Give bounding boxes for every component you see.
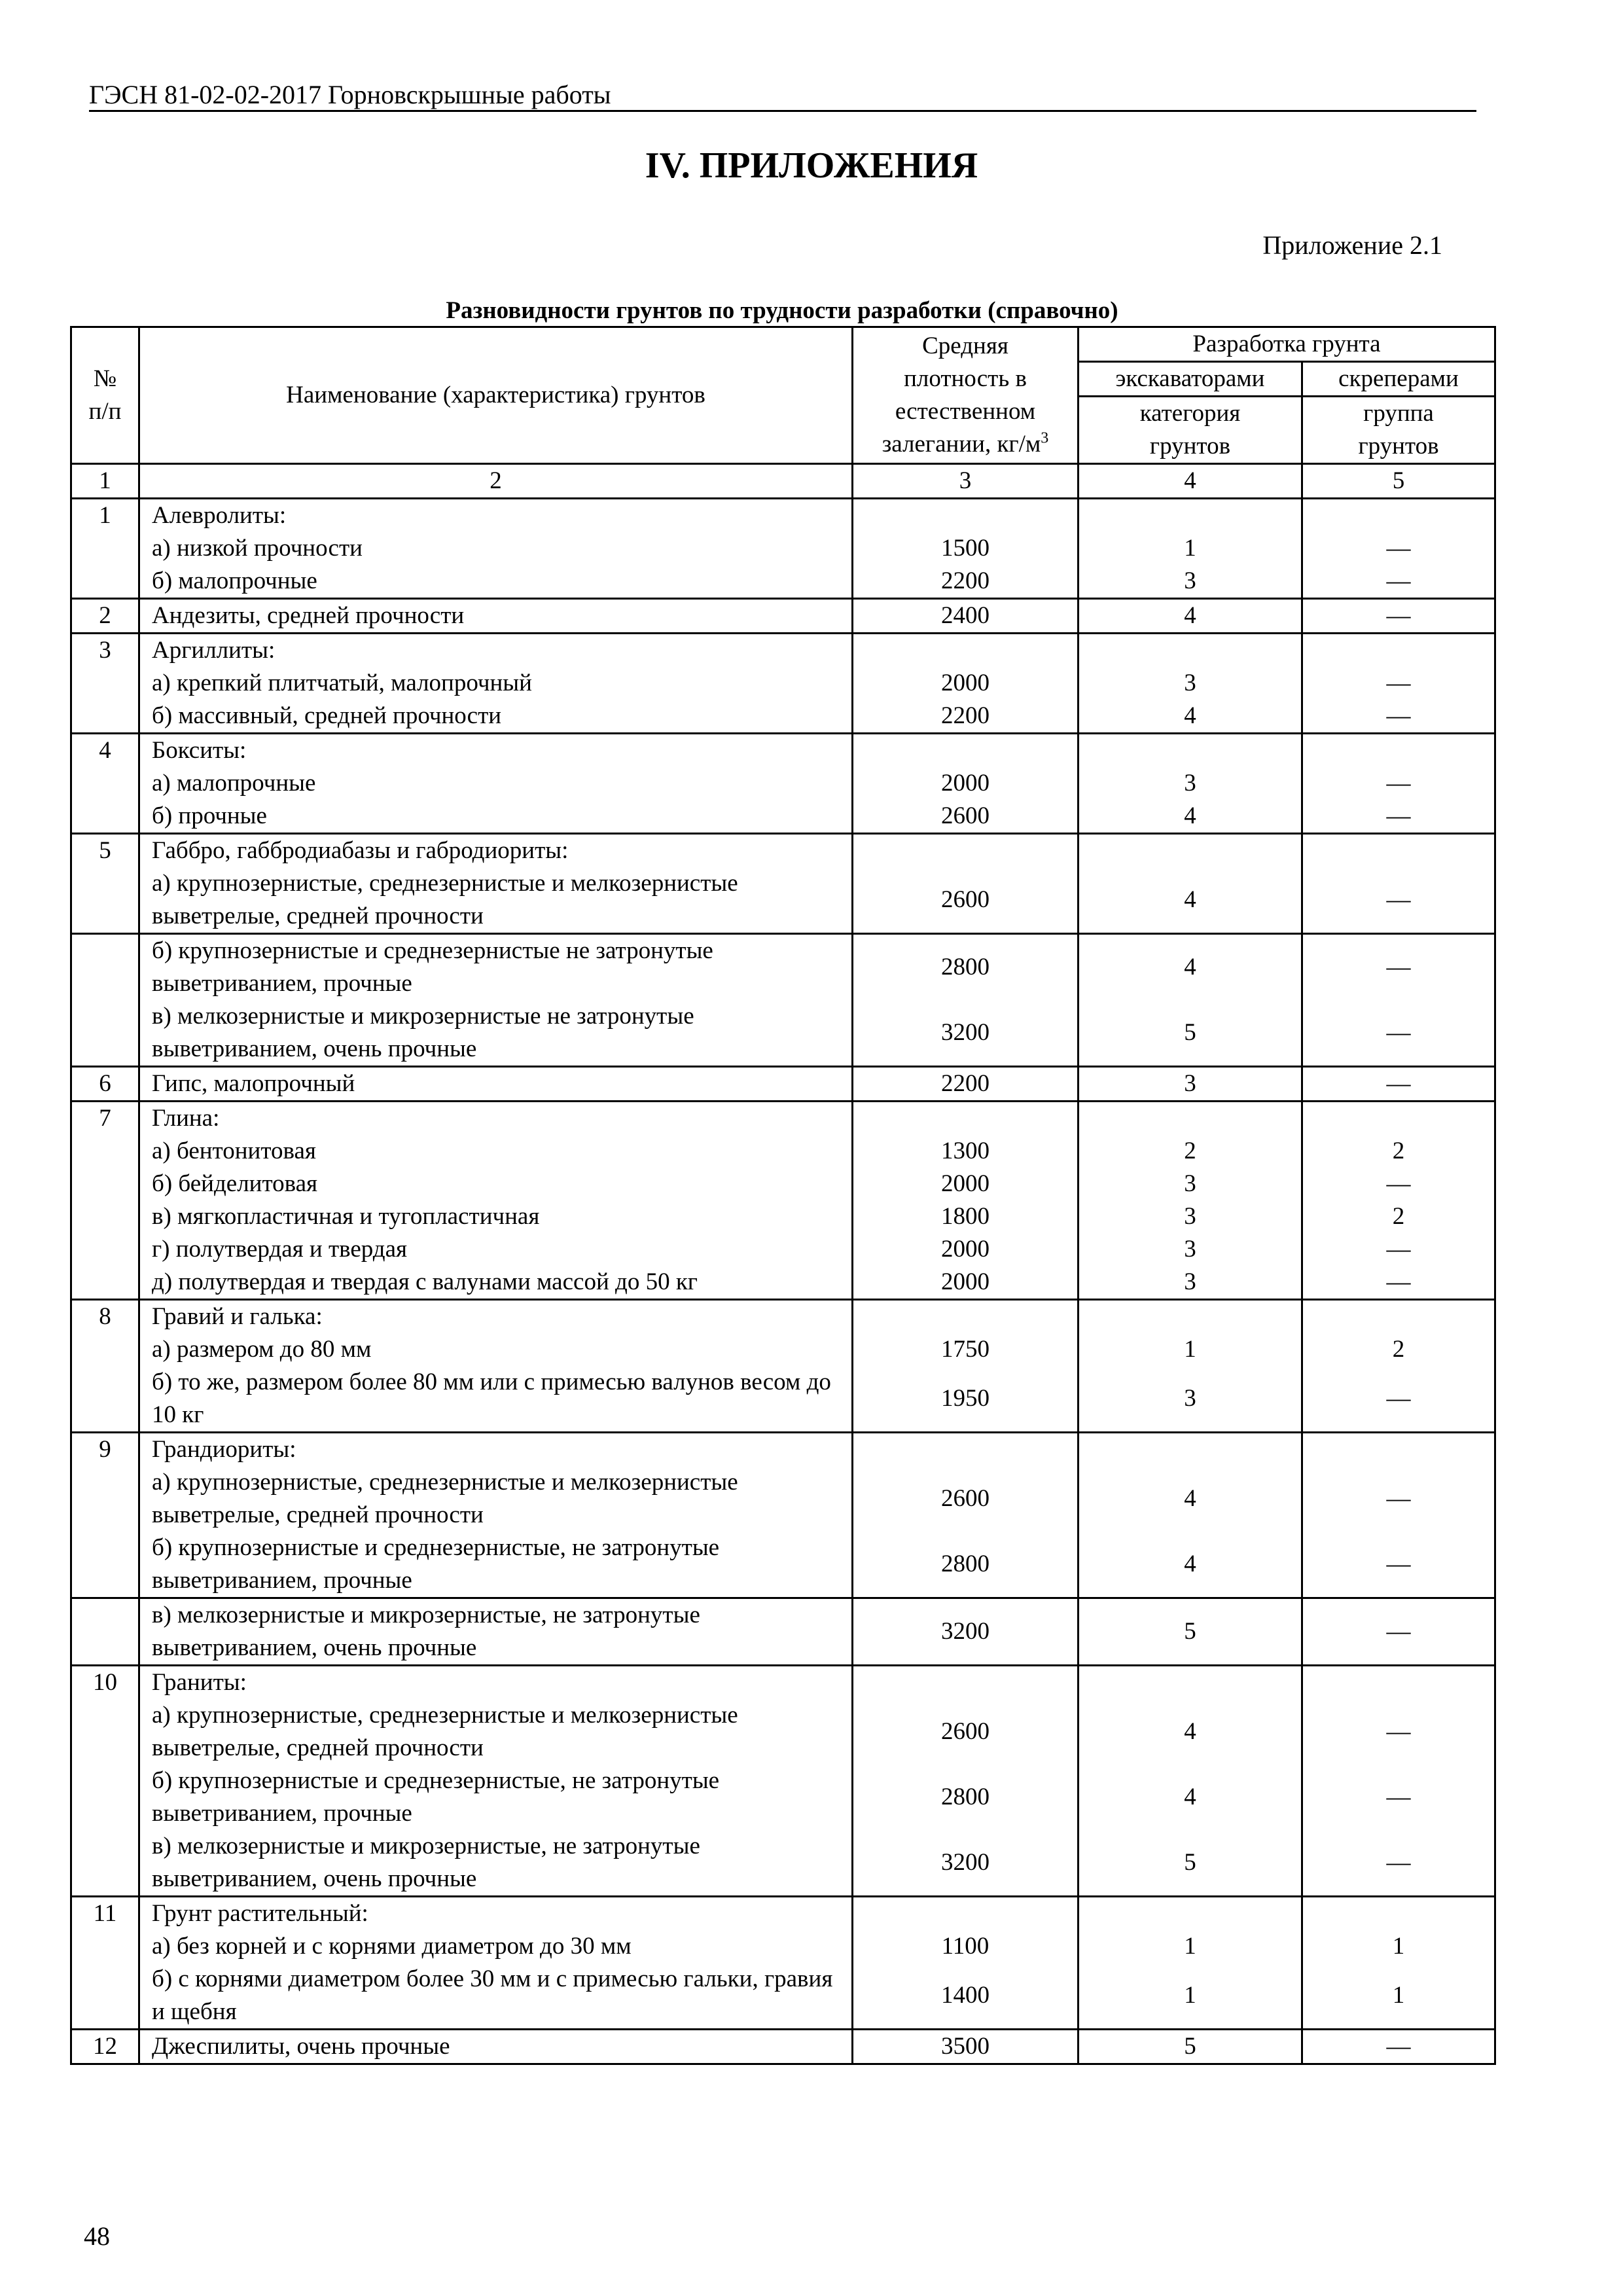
header-density-line: Средняя (922, 332, 1008, 359)
scraper-group-cell (1302, 1067, 1495, 1102)
density-value: 1500 (941, 535, 990, 562)
soil-name: б) крупнозернистые и среднезернистые не затронутые выветриванием, прочные (152, 937, 713, 997)
soil-name: Грунт растительный: (152, 1900, 368, 1927)
density-value-cell (853, 734, 1079, 834)
scraper-group-cell (1302, 599, 1495, 634)
soil-name: а) крепкий плитчатый, малопрочный (152, 670, 532, 696)
scraper-group-cell (1302, 1598, 1495, 1666)
soil-name-cell (139, 734, 853, 834)
soil-name: б) крупнозернистые и среднезернистые, не затронутые выветриванием, прочные (152, 1767, 720, 1827)
soil-name: Алевролиты: (152, 502, 287, 529)
excavator-category (1082, 1102, 1298, 1135)
density-value: 2800 (941, 1784, 990, 1810)
page-number: 48 (84, 2221, 110, 2251)
scraper-group (1306, 1300, 1491, 1333)
soil-name: Граниты: (152, 1669, 247, 1696)
density-value: 2000 (941, 770, 990, 797)
header-name: Наименование (характеристика) грунтов (139, 327, 853, 464)
density-value (856, 1897, 1075, 1930)
excavator-category (1082, 1300, 1298, 1333)
excavator-category (1082, 499, 1298, 532)
density-value: 2200 (941, 1070, 990, 1097)
excavator-category-cell (1079, 634, 1302, 734)
table-row (71, 599, 1495, 634)
soil-name: а) крупнозернистые, среднезернистые и мелкозернистые выветрелые, средней прочности (152, 870, 738, 929)
header-development: Разработка грунта (1079, 327, 1495, 362)
scraper-group (1306, 734, 1491, 767)
excavator-category-cell (1079, 499, 1302, 599)
scraper-group: — (1386, 1268, 1411, 1295)
excavator-category: 4 (1184, 954, 1196, 980)
excavator-category-cell (1079, 1666, 1302, 1897)
row-number (71, 934, 139, 1067)
soil-name: б) массивный, средней прочности (152, 702, 502, 729)
scraper-group-cell (1302, 1666, 1495, 1897)
header-excavators: экскаваторами (1079, 362, 1302, 397)
density-value-cell (853, 934, 1079, 1067)
soil-name: б) бейделитовая (152, 1170, 318, 1197)
soil-name: Аргиллиты: (152, 637, 276, 664)
excavator-category-cell (1079, 834, 1302, 934)
excavator-category: 3 (1184, 1236, 1196, 1263)
soil-name: в) мелкозернистые и микрозернистые, не затронутые выветриванием, очень прочные (152, 1602, 700, 1661)
scraper-group: — (1386, 1618, 1411, 1645)
scraper-group-cell (1302, 634, 1495, 734)
scraper-group: — (1386, 2033, 1411, 2060)
scraper-group-cell (1302, 834, 1495, 934)
soil-name: в) мелкозернистые и микрозернистые, не затронутые выветриванием, очень прочные (152, 1833, 700, 1892)
header-density-line: плотность в (904, 365, 1027, 392)
soil-name: Гравий и галька: (152, 1303, 323, 1330)
header-density-line: залегании, кг/м (882, 431, 1041, 457)
row-number: 3 (71, 634, 139, 734)
scraper-group: 1 (1392, 1933, 1405, 1960)
header-rule (89, 110, 1476, 112)
soil-name: б) прочные (152, 802, 267, 829)
excavator-category: 3 (1184, 770, 1196, 797)
header-excavators-category (1079, 397, 1302, 464)
scraper-group: — (1386, 602, 1411, 629)
excavator-category: 3 (1184, 670, 1196, 696)
excavator-category-cell (1079, 1598, 1302, 1666)
excavator-category: 4 (1184, 702, 1196, 729)
table-row (71, 2030, 1495, 2064)
row-number: 6 (71, 1067, 139, 1102)
soil-name: б) с корнями диаметром более 30 мм и с примесью гальки, гравия и щебня (152, 1965, 833, 2025)
soil-name: г) полутвердая и твердая (152, 1236, 408, 1263)
scraper-group: — (1386, 1551, 1411, 1577)
scraper-group: — (1386, 954, 1411, 980)
density-value-cell (853, 1598, 1079, 1666)
scraper-group: — (1386, 1019, 1411, 1046)
table-row (71, 934, 1495, 1067)
density-value: 2600 (941, 1718, 990, 1745)
scraper-group: — (1386, 1070, 1411, 1097)
soil-name: б) малопрочные (152, 567, 317, 594)
excavator-category (1082, 1666, 1298, 1699)
soil-name: б) то же, размером более 80 мм или с примесью валунов весом до 10 кг (152, 1369, 831, 1428)
soil-name: а) малопрочные (152, 770, 316, 797)
row-number: 8 (71, 1300, 139, 1433)
scraper-group-cell (1302, 1102, 1495, 1300)
scraper-group (1306, 1897, 1491, 1930)
density-value: 1300 (941, 1138, 990, 1164)
density-value-cell (853, 1067, 1079, 1102)
excavator-category-cell (1079, 1102, 1302, 1300)
scraper-group-cell (1302, 934, 1495, 1067)
density-value-cell (853, 1102, 1079, 1300)
scraper-group: — (1386, 1385, 1411, 1412)
scraper-group (1306, 634, 1491, 667)
scraper-group: — (1386, 567, 1411, 594)
excavator-category: 4 (1184, 602, 1196, 629)
soil-name-cell (139, 1897, 853, 2030)
excavator-category-cell (1079, 934, 1302, 1067)
table-row (71, 499, 1495, 599)
density-value: 3200 (941, 1849, 990, 1876)
excavator-category: 3 (1184, 1170, 1196, 1197)
page-title: IV. ПРИЛОЖЕНИЯ (645, 145, 978, 186)
scraper-group: 2 (1392, 1203, 1405, 1230)
soil-name-cell (139, 1666, 853, 1897)
excavator-category-cell (1079, 599, 1302, 634)
density-value-cell (853, 634, 1079, 734)
excavator-category: 3 (1184, 567, 1196, 594)
density-value-cell (853, 1666, 1079, 1897)
soil-name: а) размером до 80 мм (152, 1336, 372, 1363)
density-value-cell (853, 599, 1079, 634)
header-density (853, 327, 1079, 464)
column-number: 3 (853, 464, 1079, 499)
row-number: 10 (71, 1666, 139, 1897)
scraper-group (1306, 1102, 1491, 1135)
scraper-group: — (1386, 670, 1411, 696)
density-value-cell (853, 2030, 1079, 2064)
density-value (856, 834, 1075, 867)
excavator-category-cell (1079, 1067, 1302, 1102)
table-row (71, 1433, 1495, 1598)
excavator-category: 3 (1184, 1268, 1196, 1295)
row-number (71, 1598, 139, 1666)
density-value: 2600 (941, 1485, 990, 1512)
density-value: 2600 (941, 802, 990, 829)
density-value (856, 1300, 1075, 1333)
soil-name: Глина: (152, 1105, 220, 1132)
excavator-category: 1 (1184, 1336, 1196, 1363)
soil-name-cell (139, 499, 853, 599)
density-value-cell (853, 499, 1079, 599)
soil-name-cell (139, 934, 853, 1067)
density-value-cell (853, 834, 1079, 934)
excavator-category (1082, 834, 1298, 867)
density-value (856, 734, 1075, 767)
soil-name: д) полутвердая и твердая с валунами массой до 50 кг (152, 1268, 698, 1295)
soil-name: Бокситы: (152, 737, 247, 764)
excavator-category: 2 (1184, 1138, 1196, 1164)
soil-name-cell (139, 1300, 853, 1433)
soil-name-cell (139, 1067, 853, 1102)
soil-name: Грандиориты: (152, 1436, 296, 1463)
density-value: 2000 (941, 1268, 990, 1295)
density-value: 2600 (941, 886, 990, 913)
scraper-group-cell (1302, 1433, 1495, 1598)
density-value: 2000 (941, 670, 990, 696)
excavator-category (1082, 734, 1298, 767)
excavator-category: 3 (1184, 1203, 1196, 1230)
density-value: 2200 (941, 702, 990, 729)
excavator-category: 4 (1184, 886, 1196, 913)
excavator-category-cell (1079, 734, 1302, 834)
table-row (71, 1102, 1495, 1300)
scraper-group: — (1386, 886, 1411, 913)
density-value: 3200 (941, 1019, 990, 1046)
scraper-group: 2 (1392, 1336, 1405, 1363)
header-scrapers: скреперами (1302, 362, 1495, 397)
density-value: 1800 (941, 1203, 990, 1230)
header-no-line: п/п (88, 398, 122, 425)
density-value (856, 1666, 1075, 1699)
scraper-group: 2 (1392, 1138, 1405, 1164)
row-number: 1 (71, 499, 139, 599)
excavator-category: 5 (1184, 1019, 1196, 1046)
density-value: 1100 (941, 1933, 990, 1960)
scraper-group: — (1386, 1784, 1411, 1810)
excavator-category: 3 (1184, 1070, 1196, 1097)
row-number: 11 (71, 1897, 139, 2030)
scraper-group-cell (1302, 1897, 1495, 2030)
density-value: 2800 (941, 954, 990, 980)
scraper-group: — (1386, 1849, 1411, 1876)
scraper-group (1306, 834, 1491, 867)
excavator-category: 4 (1184, 1551, 1196, 1577)
scraper-group: 1 (1392, 1982, 1405, 2009)
density-value: 1750 (941, 1336, 990, 1363)
scraper-group-cell (1302, 1300, 1495, 1433)
density-value (856, 1102, 1075, 1135)
excavator-category: 1 (1184, 535, 1196, 562)
header-scrapers-group (1302, 397, 1495, 464)
column-number: 1 (71, 464, 139, 499)
soil-name: Гипс, малопрочный (152, 1070, 355, 1097)
excavator-category-cell (1079, 1897, 1302, 2030)
scraper-group: — (1386, 702, 1411, 729)
soil-name-cell (139, 2030, 853, 2064)
soil-name: б) крупнозернистые и среднезернистые, не затронутые выветриванием, прочные (152, 1534, 720, 1594)
soil-name: а) без корней и с корнями диаметром до 30 мм (152, 1933, 632, 1960)
table-row (71, 1666, 1495, 1897)
scraper-group: — (1386, 1485, 1411, 1512)
table-row (71, 734, 1495, 834)
row-number: 12 (71, 2030, 139, 2064)
density-value (856, 499, 1075, 532)
density-value: 1950 (941, 1385, 990, 1412)
appendix-label: Приложение 2.1 (1262, 230, 1442, 260)
scraper-group (1306, 499, 1491, 532)
excavator-category (1082, 634, 1298, 667)
header-category-line: категория (1139, 400, 1241, 427)
density-value: 2000 (941, 1170, 990, 1197)
scraper-group: — (1386, 802, 1411, 829)
soil-name: в) мелкозернистые и микрозернистые не затронутые выветриванием, очень прочные (152, 1003, 694, 1062)
soil-name-cell (139, 634, 853, 734)
scraper-group-cell (1302, 734, 1495, 834)
scraper-group (1306, 1433, 1491, 1466)
column-number: 2 (139, 464, 853, 499)
excavator-category: 1 (1184, 1982, 1196, 2009)
row-number: 9 (71, 1433, 139, 1598)
density-value: 2400 (941, 602, 990, 629)
header-group-line: группа (1363, 400, 1434, 427)
table-body (71, 499, 1495, 2064)
soil-table (70, 326, 1496, 2065)
scraper-group-cell (1302, 499, 1495, 599)
row-number: 4 (71, 734, 139, 834)
scraper-group: — (1386, 770, 1411, 797)
scraper-group-cell (1302, 2030, 1495, 2064)
soil-name: Габбро, габбродиабазы и габродиориты: (152, 837, 569, 864)
density-value (856, 634, 1075, 667)
header-no-line: № (93, 365, 117, 392)
excavator-category: 4 (1184, 1784, 1196, 1810)
row-number: 5 (71, 834, 139, 934)
table-row (71, 1067, 1495, 1102)
density-value (856, 1433, 1075, 1466)
soil-name: Андезиты, средней прочности (152, 602, 465, 629)
column-number: 5 (1302, 464, 1495, 499)
soil-name-cell (139, 1598, 853, 1666)
density-value-cell (853, 1433, 1079, 1598)
excavator-category: 1 (1184, 1933, 1196, 1960)
column-number: 4 (1079, 464, 1302, 499)
scraper-group: — (1386, 1718, 1411, 1745)
density-value: 2000 (941, 1236, 990, 1263)
excavator-category: 5 (1184, 1849, 1196, 1876)
excavator-category (1082, 1433, 1298, 1466)
header-density-line: естественном (895, 398, 1036, 425)
scraper-group: — (1386, 1236, 1411, 1263)
density-value: 3200 (941, 1618, 990, 1645)
soil-name-cell (139, 599, 853, 634)
table-row (71, 1300, 1495, 1433)
excavator-category (1082, 1897, 1298, 1930)
table-caption: Разновидности грунтов по трудности разработки (справочно) (446, 297, 1118, 324)
soil-name: а) крупнозернистые, среднезернистые и мелкозернистые выветрелые, средней прочности (152, 1702, 738, 1761)
excavator-category: 4 (1184, 1485, 1196, 1512)
header-group-line: грунтов (1358, 433, 1439, 459)
excavator-category-cell (1079, 2030, 1302, 2064)
density-value: 3500 (941, 2033, 990, 2060)
excavator-category: 4 (1184, 1718, 1196, 1745)
row-number: 7 (71, 1102, 139, 1300)
scraper-group: — (1386, 1170, 1411, 1197)
table-row (71, 634, 1495, 734)
table-row (71, 834, 1495, 934)
excavator-category-cell (1079, 1433, 1302, 1598)
density-value: 2800 (941, 1551, 990, 1577)
header-category-line: грунтов (1149, 433, 1231, 459)
excavator-category: 4 (1184, 802, 1196, 829)
excavator-category: 5 (1184, 2033, 1196, 2060)
soil-name-cell (139, 1102, 853, 1300)
excavator-category: 3 (1184, 1385, 1196, 1412)
soil-name: а) низкой прочности (152, 535, 363, 562)
soil-name: а) крупнозернистые, среднезернистые и мелкозернистые выветрелые, средней прочности (152, 1469, 738, 1528)
excavator-category-cell (1079, 1300, 1302, 1433)
soil-name-cell (139, 1433, 853, 1598)
table-row (71, 1598, 1495, 1666)
table-row (71, 1897, 1495, 2030)
density-value: 2200 (941, 567, 990, 594)
row-number: 2 (71, 599, 139, 634)
running-header: ГЭСН 81-02-02-2017 Горновскрышные работы (89, 80, 611, 109)
soil-name: в) мягкопластичная и тугопластичная (152, 1203, 540, 1230)
density-unit-superscript: 3 (1041, 429, 1049, 447)
density-value: 1400 (941, 1982, 990, 2009)
scraper-group: — (1386, 535, 1411, 562)
soil-name: а) бентонитовая (152, 1138, 316, 1164)
density-value-cell (853, 1897, 1079, 2030)
soil-name-cell (139, 834, 853, 934)
density-value-cell (853, 1300, 1079, 1433)
scraper-group (1306, 1666, 1491, 1699)
excavator-category: 5 (1184, 1618, 1196, 1645)
header-no (71, 327, 139, 464)
soil-name: Джеспилиты, очень прочные (152, 2033, 450, 2060)
